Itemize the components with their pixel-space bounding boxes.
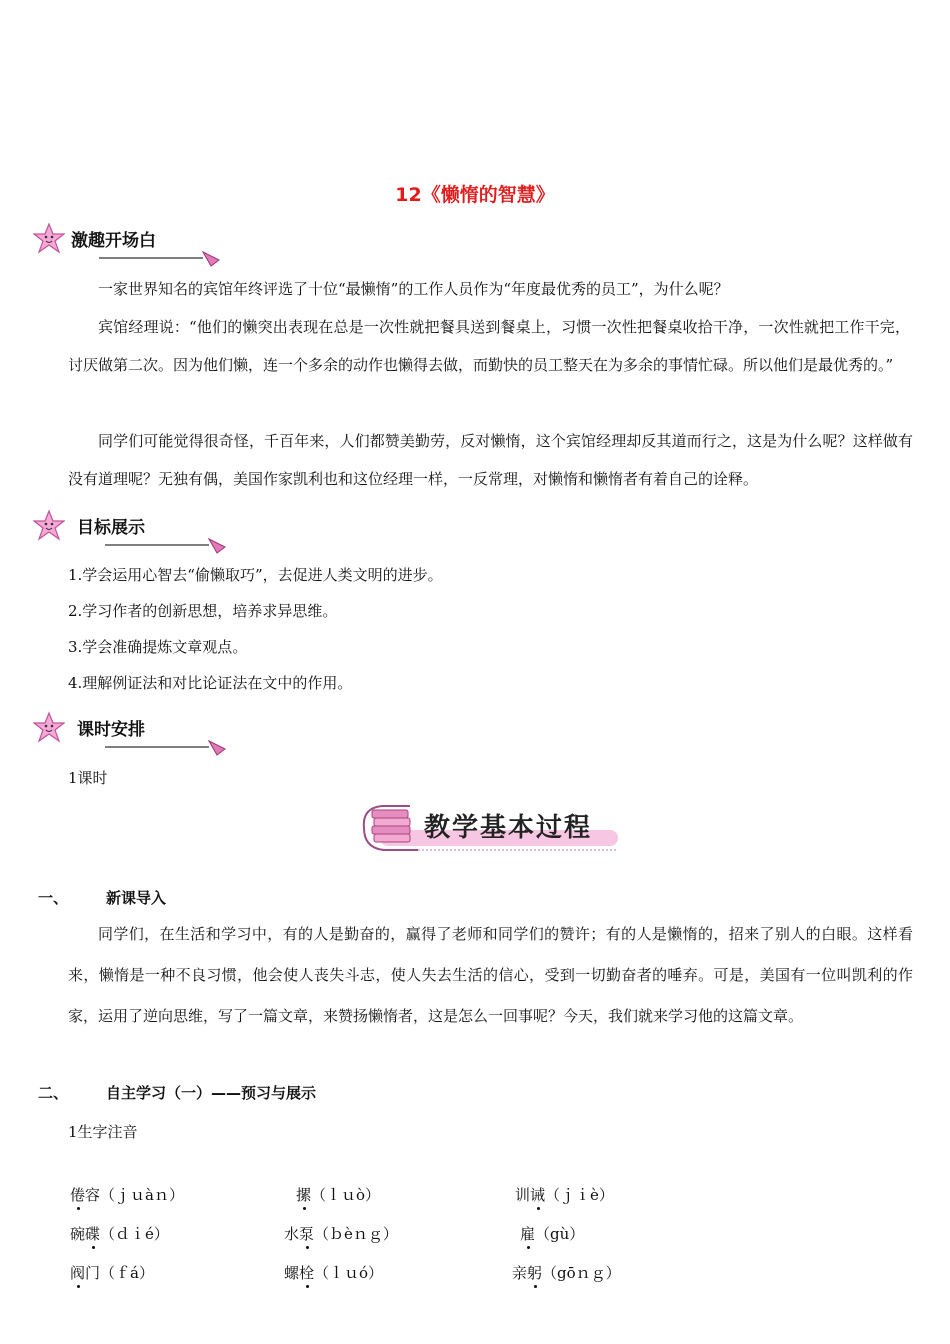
section-title-goals: 目标展示 <box>77 517 145 538</box>
goal-item: 4.理解例证法和对比论证法在文中的作用。 <box>68 674 353 692</box>
vocab-item: 螺栓（ｌｕó） <box>284 1264 384 1282</box>
schedule-text: 1课时 <box>68 769 108 787</box>
vocab-item: 摞（ｌｕò） <box>296 1186 381 1204</box>
intro-paragraph-2: 宾馆经理说：“他们的懒突出表现在总是一次性就把餐具送到餐桌上，习惯一次性把餐桌收拾干净，一次性就把工作干完，讨厌做第二次。因为他们懒，连一个多余的动作也懒得去做，而勤快的员工整天在为多余的事情忙碌。所以他们是最优秀的。” <box>68 318 910 374</box>
star-icon <box>33 711 65 743</box>
pen-underline-icon <box>99 248 223 268</box>
vocab-item: 亲躬（gōｎｇ） <box>512 1264 621 1282</box>
section-header-intro <box>33 218 164 258</box>
part2-subheading: 1生字注音 <box>68 1123 138 1141</box>
vocab-item: 训诫（ｊｉè） <box>515 1186 614 1204</box>
vocab-item: 阀门（ｆá） <box>70 1264 154 1282</box>
part2-number: 二、 <box>38 1084 69 1102</box>
goal-item: 3.学会准确提炼文章观点。 <box>68 638 248 656</box>
vocab-item: 水泵（ｂèｎｇ） <box>284 1225 398 1243</box>
section-title-schedule: 课时安排 <box>77 719 145 740</box>
vocab-item: 倦容（ｊｕàｎ） <box>70 1186 184 1204</box>
part2-heading: 自主学习（一）——预习与展示 <box>106 1084 317 1102</box>
goal-item: 2.学习作者的创新思想，培养求异思维。 <box>68 602 338 620</box>
banner-title: 教学基本过程 <box>424 813 593 843</box>
section-header-schedule <box>33 707 153 747</box>
goal-item: 1.学会运用心智去“偷懒取巧”，去促进人类文明的进步。 <box>68 566 443 584</box>
page-title: 12《懒惰的智慧》 <box>395 184 555 206</box>
section-title-intro: 激趣开场白 <box>71 230 156 251</box>
pen-underline-icon <box>105 737 229 757</box>
part1-heading: 新课导入 <box>106 889 167 907</box>
vocab-item: 碗碟（ｄｉé） <box>70 1225 169 1243</box>
star-icon <box>33 222 65 254</box>
part1-paragraph: 同学们，在生活和学习中，有的人是勤奋的，赢得了老师和同学们的赞许；有的人是懒惰的，招来了别人的白眼。这样看来，懒惰是一种不良习惯，他会使人丧失斗志，使人失去生活的信心，受到一切勤奋者的唾弃。可是，美国有一位叫凯利的作家，运用了逆向思维，写了一篇文章，来赞扬懒惰者，这是怎么一回事呢？今天，我们就来学习他的这篇文章。 <box>68 925 913 1025</box>
section-header-goals <box>33 505 153 545</box>
vocab-item: 雇（gù） <box>520 1225 585 1243</box>
intro-paragraph-3: 同学们可能觉得很奇怪，千百年来，人们都赞美勤劳，反对懒惰，这个宾馆经理却反其道而行之，这是为什么呢？这样做有没有道理呢？无独有偶，美国作家凯利也和这位经理一样，一反常理，对懒惰和懒惰者有着自己的诠释。 <box>68 432 913 488</box>
intro-paragraph-1: 一家世界知名的宾馆年终评选了十位“最懒惰”的工作人员作为“年度最优秀的员工”，为什么呢？ <box>98 280 729 298</box>
part1-number: 一、 <box>38 889 69 907</box>
star-icon <box>33 509 65 541</box>
pen-underline-icon <box>105 535 229 555</box>
